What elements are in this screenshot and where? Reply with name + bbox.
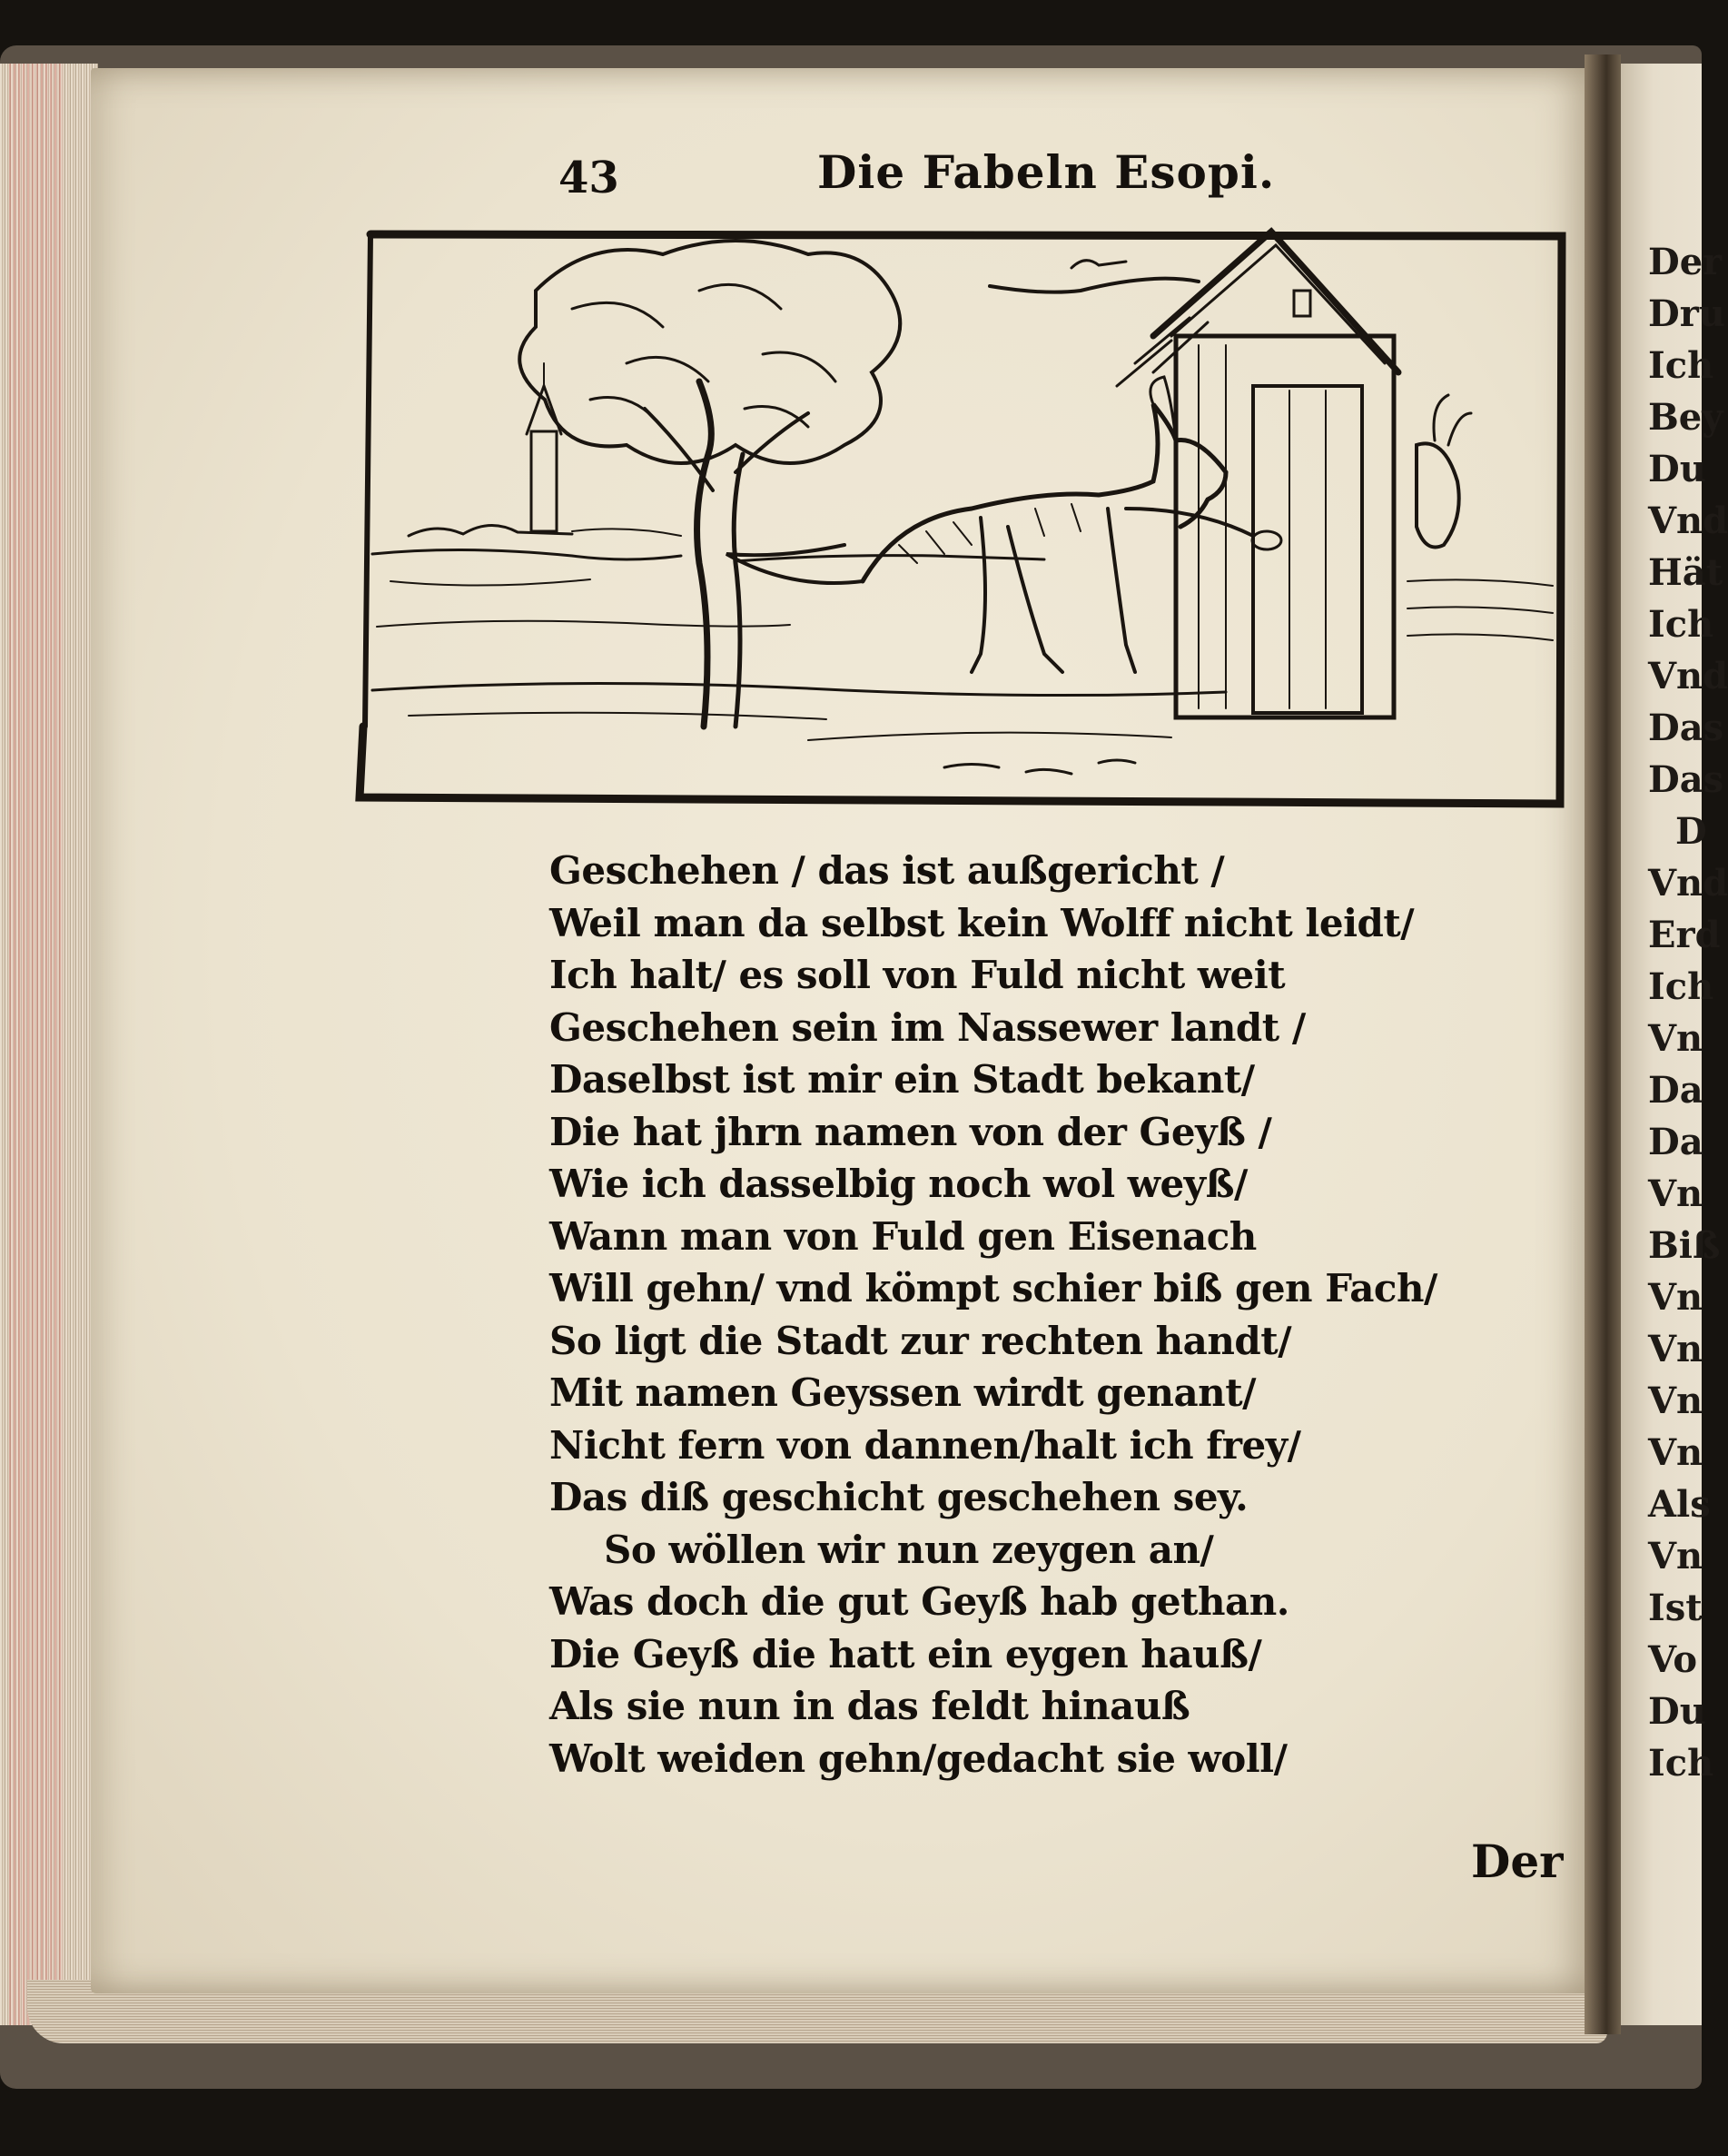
catchword: Der xyxy=(1471,1835,1564,1888)
verse-line: Weil man da selbst kein Wolff nicht leidt/ xyxy=(549,900,1415,945)
verse-line: Das diß geschicht geschehen sey. xyxy=(549,1475,1249,1519)
facing-line-fragment: D xyxy=(1675,810,1707,853)
facing-line-fragment: Vnd xyxy=(1648,862,1728,905)
facing-line-fragment: Biß xyxy=(1648,1224,1721,1267)
verse-line: Als sie nun in das feldt hinauß xyxy=(549,1684,1190,1728)
red-edge-stain xyxy=(9,64,64,2025)
verse-line: Ich halt/ es soll von Fuld nicht weit xyxy=(549,953,1286,997)
facing-line-fragment: Der xyxy=(1648,241,1723,283)
facing-line-fragment: Vnd xyxy=(1648,499,1728,542)
running-title: Die Fabeln Esopi. xyxy=(817,145,1276,199)
verse-line: So ligt die Stadt zur rechten handt/ xyxy=(549,1318,1292,1363)
facing-line-fragment: Dru xyxy=(1648,292,1725,335)
verse-line: Was doch die gut Geyß hab gethan. xyxy=(549,1579,1289,1624)
facing-line-fragment: Das xyxy=(1648,707,1724,749)
facing-line-fragment: Hät xyxy=(1648,551,1723,594)
verse-line: Geschehen sein im Nassewer landt / xyxy=(549,1004,1306,1050)
facing-line-fragment: Das xyxy=(1648,758,1724,801)
facing-line-fragment: Vn xyxy=(1648,1431,1703,1474)
woodcut-fox-goat-house-icon xyxy=(354,218,1566,808)
verse-line: Will gehn/ vnd kömpt schier biß gen Fach/ xyxy=(549,1266,1437,1310)
verse-line: Wolt weiden gehn/gedacht sie woll/ xyxy=(549,1736,1288,1781)
verse-line: Wann man von Fuld gen Eisenach xyxy=(549,1213,1257,1259)
verse-line: Mit namen Geyssen wirdt genant/ xyxy=(549,1370,1256,1415)
facing-line-fragment: Vnd xyxy=(1648,655,1728,697)
page-number: 43 xyxy=(558,153,619,203)
facing-line-fragment: Da xyxy=(1648,1121,1703,1163)
verse-line: Die Geyß die hatt ein eygen hauß/ xyxy=(549,1631,1262,1676)
facing-line-fragment: Vn xyxy=(1648,1380,1703,1422)
facing-line-fragment: Ich xyxy=(1648,965,1714,1008)
facing-line-fragment: Erd xyxy=(1648,914,1721,956)
facing-line-fragment: Vn xyxy=(1648,1017,1703,1060)
book-gutter xyxy=(1585,54,1621,2034)
facing-line-fragment: Du xyxy=(1648,448,1706,490)
facing-line-fragment: Du xyxy=(1648,1690,1706,1733)
verse-line: Wie ich dasselbig noch wol weyß/ xyxy=(549,1162,1248,1206)
facing-line-fragment: Vn xyxy=(1648,1328,1703,1370)
facing-line-fragment: Ich xyxy=(1648,344,1714,387)
facing-line-fragment: Vn xyxy=(1648,1276,1703,1319)
facing-line-fragment: Ist xyxy=(1648,1587,1703,1629)
facing-line-fragment: Ich xyxy=(1648,603,1714,646)
facing-line-fragment: Vn xyxy=(1648,1172,1703,1215)
verse-line: Nicht fern von dannen/halt ich frey/ xyxy=(549,1422,1301,1468)
verse-line: So wöllen wir nun zeygen an/ xyxy=(604,1527,1214,1572)
verse-line: Daselbst ist mir ein Stadt bekant/ xyxy=(549,1057,1255,1102)
facing-page xyxy=(1621,64,1728,2025)
facing-line-fragment: Vo xyxy=(1648,1638,1698,1681)
facing-line-fragment: Bey xyxy=(1648,396,1723,439)
facing-line-fragment: Vn xyxy=(1648,1535,1703,1577)
verse-line: Geschehen / das ist außgericht / xyxy=(549,848,1225,893)
poem-text xyxy=(549,845,1503,1785)
facing-line-fragment: Ich xyxy=(1648,1742,1714,1785)
facing-line-fragment: Als xyxy=(1648,1483,1711,1526)
facing-line-fragment: Da xyxy=(1648,1069,1703,1112)
verse-line: Die hat jhrn namen von der Geyß / xyxy=(549,1109,1272,1154)
